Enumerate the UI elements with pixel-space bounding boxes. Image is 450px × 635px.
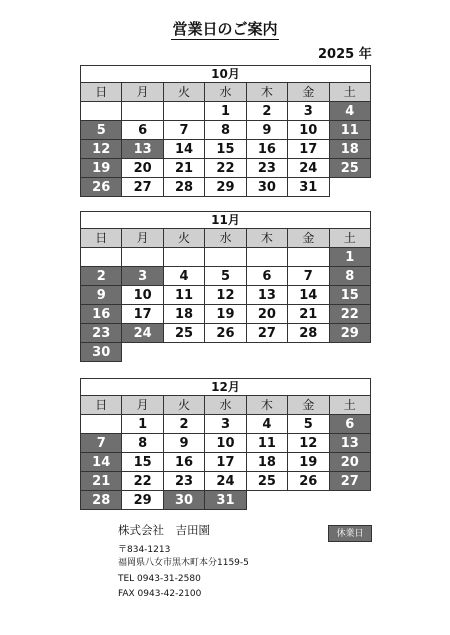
empty-day-cell [329, 178, 370, 197]
weekday-header-row [81, 83, 371, 102]
holiday-day-cell: 11 [329, 121, 370, 140]
business-day-cell: 28 [288, 324, 329, 343]
holiday-day-cell: 6 [329, 415, 370, 434]
business-day-cell: 22 [205, 159, 246, 178]
weekday-label: 土 [329, 229, 370, 248]
business-day-cell: 22 [122, 472, 163, 491]
business-day-cell: 10 [205, 434, 246, 453]
week-row [81, 491, 371, 510]
business-day-cell: 26 [288, 472, 329, 491]
holiday-day-cell: 15 [329, 286, 370, 305]
business-day-cell: 17 [288, 140, 329, 159]
business-day-cell: 21 [288, 305, 329, 324]
weekday-label: 月 [122, 229, 163, 248]
business-day-cell: 15 [205, 140, 246, 159]
holiday-legend: 休業日 [328, 525, 372, 542]
business-day-cell: 12 [205, 286, 246, 305]
business-day-cell: 4 [246, 415, 287, 434]
weekday-label: 木 [246, 396, 287, 415]
business-day-cell: 11 [246, 434, 287, 453]
weekday-label: 月 [122, 83, 163, 102]
week-row [81, 286, 371, 305]
week-row [81, 305, 371, 324]
business-day-cell: 18 [246, 453, 287, 472]
business-day-cell: 24 [205, 472, 246, 491]
business-day-cell: 29 [122, 491, 163, 510]
business-day-cell: 25 [246, 472, 287, 491]
business-day-cell: 20 [246, 305, 287, 324]
calendar-grid [80, 82, 371, 197]
weekday-label: 土 [329, 83, 370, 102]
holiday-day-cell: 29 [329, 324, 370, 343]
week-row [81, 343, 371, 362]
business-day-cell: 28 [163, 178, 204, 197]
business-day-cell: 26 [205, 324, 246, 343]
business-day-cell: 3 [288, 102, 329, 121]
tel-number: TEL 0943-31-2580 [118, 574, 201, 584]
business-day-cell: 17 [122, 305, 163, 324]
week-row [81, 267, 371, 286]
holiday-day-cell: 14 [81, 453, 122, 472]
week-row [81, 472, 371, 491]
business-day-cell: 7 [288, 267, 329, 286]
empty-day-cell [122, 343, 163, 362]
business-day-cell: 10 [288, 121, 329, 140]
business-day-cell: 12 [288, 434, 329, 453]
holiday-day-cell: 1 [329, 248, 370, 267]
weekday-label: 水 [205, 83, 246, 102]
empty-day-cell [288, 343, 329, 362]
calendar-december [80, 378, 371, 510]
holiday-day-cell: 31 [205, 491, 246, 510]
empty-day-cell [122, 248, 163, 267]
business-day-cell: 27 [122, 178, 163, 197]
weekday-label: 日 [81, 83, 122, 102]
weekday-label: 月 [122, 396, 163, 415]
empty-day-cell [329, 343, 370, 362]
holiday-day-cell: 13 [329, 434, 370, 453]
week-row [81, 434, 371, 453]
business-day-cell: 13 [246, 286, 287, 305]
page-title [0, 19, 450, 39]
empty-day-cell [122, 102, 163, 121]
business-day-cell: 2 [246, 102, 287, 121]
month-title: 10月 [80, 65, 371, 83]
business-day-cell: 3 [205, 415, 246, 434]
holiday-day-cell: 9 [81, 286, 122, 305]
business-day-cell: 21 [163, 159, 204, 178]
week-row [81, 453, 371, 472]
week-row [81, 415, 371, 434]
holiday-day-cell: 19 [81, 159, 122, 178]
empty-day-cell [329, 491, 370, 510]
weekday-header-row [81, 229, 371, 248]
week-row [81, 102, 371, 121]
business-day-cell: 25 [163, 324, 204, 343]
business-day-cell: 18 [163, 305, 204, 324]
business-day-cell: 29 [205, 178, 246, 197]
weekday-label: 土 [329, 396, 370, 415]
weekday-label: 金 [288, 396, 329, 415]
business-day-cell: 23 [163, 472, 204, 491]
week-row [81, 178, 371, 197]
business-day-cell: 8 [122, 434, 163, 453]
business-day-cell: 5 [288, 415, 329, 434]
business-day-cell: 27 [246, 324, 287, 343]
business-day-cell: 6 [246, 267, 287, 286]
holiday-day-cell: 25 [329, 159, 370, 178]
business-day-cell: 4 [163, 267, 204, 286]
business-day-cell: 2 [163, 415, 204, 434]
business-day-cell: 11 [163, 286, 204, 305]
empty-day-cell [163, 102, 204, 121]
weekday-label: 火 [163, 83, 204, 102]
holiday-day-cell: 28 [81, 491, 122, 510]
business-day-cell: 7 [163, 121, 204, 140]
business-day-cell: 31 [288, 178, 329, 197]
holiday-day-cell: 13 [122, 140, 163, 159]
month-title: 12月 [80, 378, 371, 396]
business-day-cell: 14 [288, 286, 329, 305]
week-row [81, 140, 371, 159]
weekday-label: 金 [288, 229, 329, 248]
business-day-cell: 20 [122, 159, 163, 178]
business-day-cell: 5 [205, 267, 246, 286]
holiday-day-cell: 8 [329, 267, 370, 286]
empty-day-cell [81, 415, 122, 434]
calendar-grid [80, 395, 371, 510]
holiday-day-cell: 3 [122, 267, 163, 286]
week-row [81, 324, 371, 343]
holiday-day-cell: 5 [81, 121, 122, 140]
holiday-day-cell: 16 [81, 305, 122, 324]
holiday-day-cell: 4 [329, 102, 370, 121]
holiday-day-cell: 24 [122, 324, 163, 343]
month-title: 11月 [80, 211, 371, 229]
calendar-grid [80, 228, 371, 362]
business-day-cell: 8 [205, 121, 246, 140]
business-day-cell: 9 [163, 434, 204, 453]
postal-code: 〒834-1213 [118, 545, 171, 555]
empty-day-cell [205, 248, 246, 267]
business-day-cell: 6 [122, 121, 163, 140]
business-day-cell: 17 [205, 453, 246, 472]
fax-number: FAX 0943-42-2100 [118, 589, 202, 599]
empty-day-cell [246, 248, 287, 267]
empty-day-cell [81, 102, 122, 121]
weekday-label: 木 [246, 229, 287, 248]
business-day-cell: 1 [205, 102, 246, 121]
empty-day-cell [81, 248, 122, 267]
business-day-cell: 14 [163, 140, 204, 159]
weekday-label: 日 [81, 229, 122, 248]
holiday-day-cell: 12 [81, 140, 122, 159]
business-day-cell: 24 [288, 159, 329, 178]
weekday-label: 金 [288, 83, 329, 102]
weekday-label: 木 [246, 83, 287, 102]
week-row [81, 248, 371, 267]
holiday-day-cell: 27 [329, 472, 370, 491]
business-day-cell: 16 [246, 140, 287, 159]
holiday-day-cell: 21 [81, 472, 122, 491]
week-row [81, 159, 371, 178]
empty-day-cell [163, 343, 204, 362]
business-day-cell: 9 [246, 121, 287, 140]
address: 福岡県八女市黒木町本分1159-5 [118, 558, 249, 568]
holiday-day-cell: 26 [81, 178, 122, 197]
holiday-day-cell: 30 [163, 491, 204, 510]
company-name: 株式会社 吉田園 [118, 523, 210, 537]
business-day-cell: 15 [122, 453, 163, 472]
holiday-day-cell: 23 [81, 324, 122, 343]
holiday-day-cell: 7 [81, 434, 122, 453]
holiday-day-cell: 20 [329, 453, 370, 472]
empty-day-cell [205, 343, 246, 362]
business-day-cell: 16 [163, 453, 204, 472]
week-row [81, 121, 371, 140]
holiday-day-cell: 22 [329, 305, 370, 324]
business-day-cell: 19 [288, 453, 329, 472]
holiday-day-cell: 2 [81, 267, 122, 286]
business-day-cell: 23 [246, 159, 287, 178]
business-day-cell: 10 [122, 286, 163, 305]
calendar-november [80, 211, 371, 362]
empty-day-cell [288, 248, 329, 267]
empty-day-cell [163, 248, 204, 267]
weekday-label: 水 [205, 229, 246, 248]
business-day-cell: 30 [246, 178, 287, 197]
holiday-day-cell: 30 [81, 343, 122, 362]
empty-day-cell [288, 491, 329, 510]
year-label: 2025 年 [318, 47, 372, 62]
empty-day-cell [246, 491, 287, 510]
business-day-cell: 1 [122, 415, 163, 434]
page-title-text: 営業日のご案内 [172, 20, 278, 38]
weekday-label: 火 [163, 229, 204, 248]
weekday-label: 日 [81, 396, 122, 415]
empty-day-cell [246, 343, 287, 362]
weekday-header-row [81, 396, 371, 415]
holiday-day-cell: 18 [329, 140, 370, 159]
business-day-cell: 19 [205, 305, 246, 324]
weekday-label: 水 [205, 396, 246, 415]
weekday-label: 火 [163, 396, 204, 415]
calendar-october [80, 65, 371, 197]
